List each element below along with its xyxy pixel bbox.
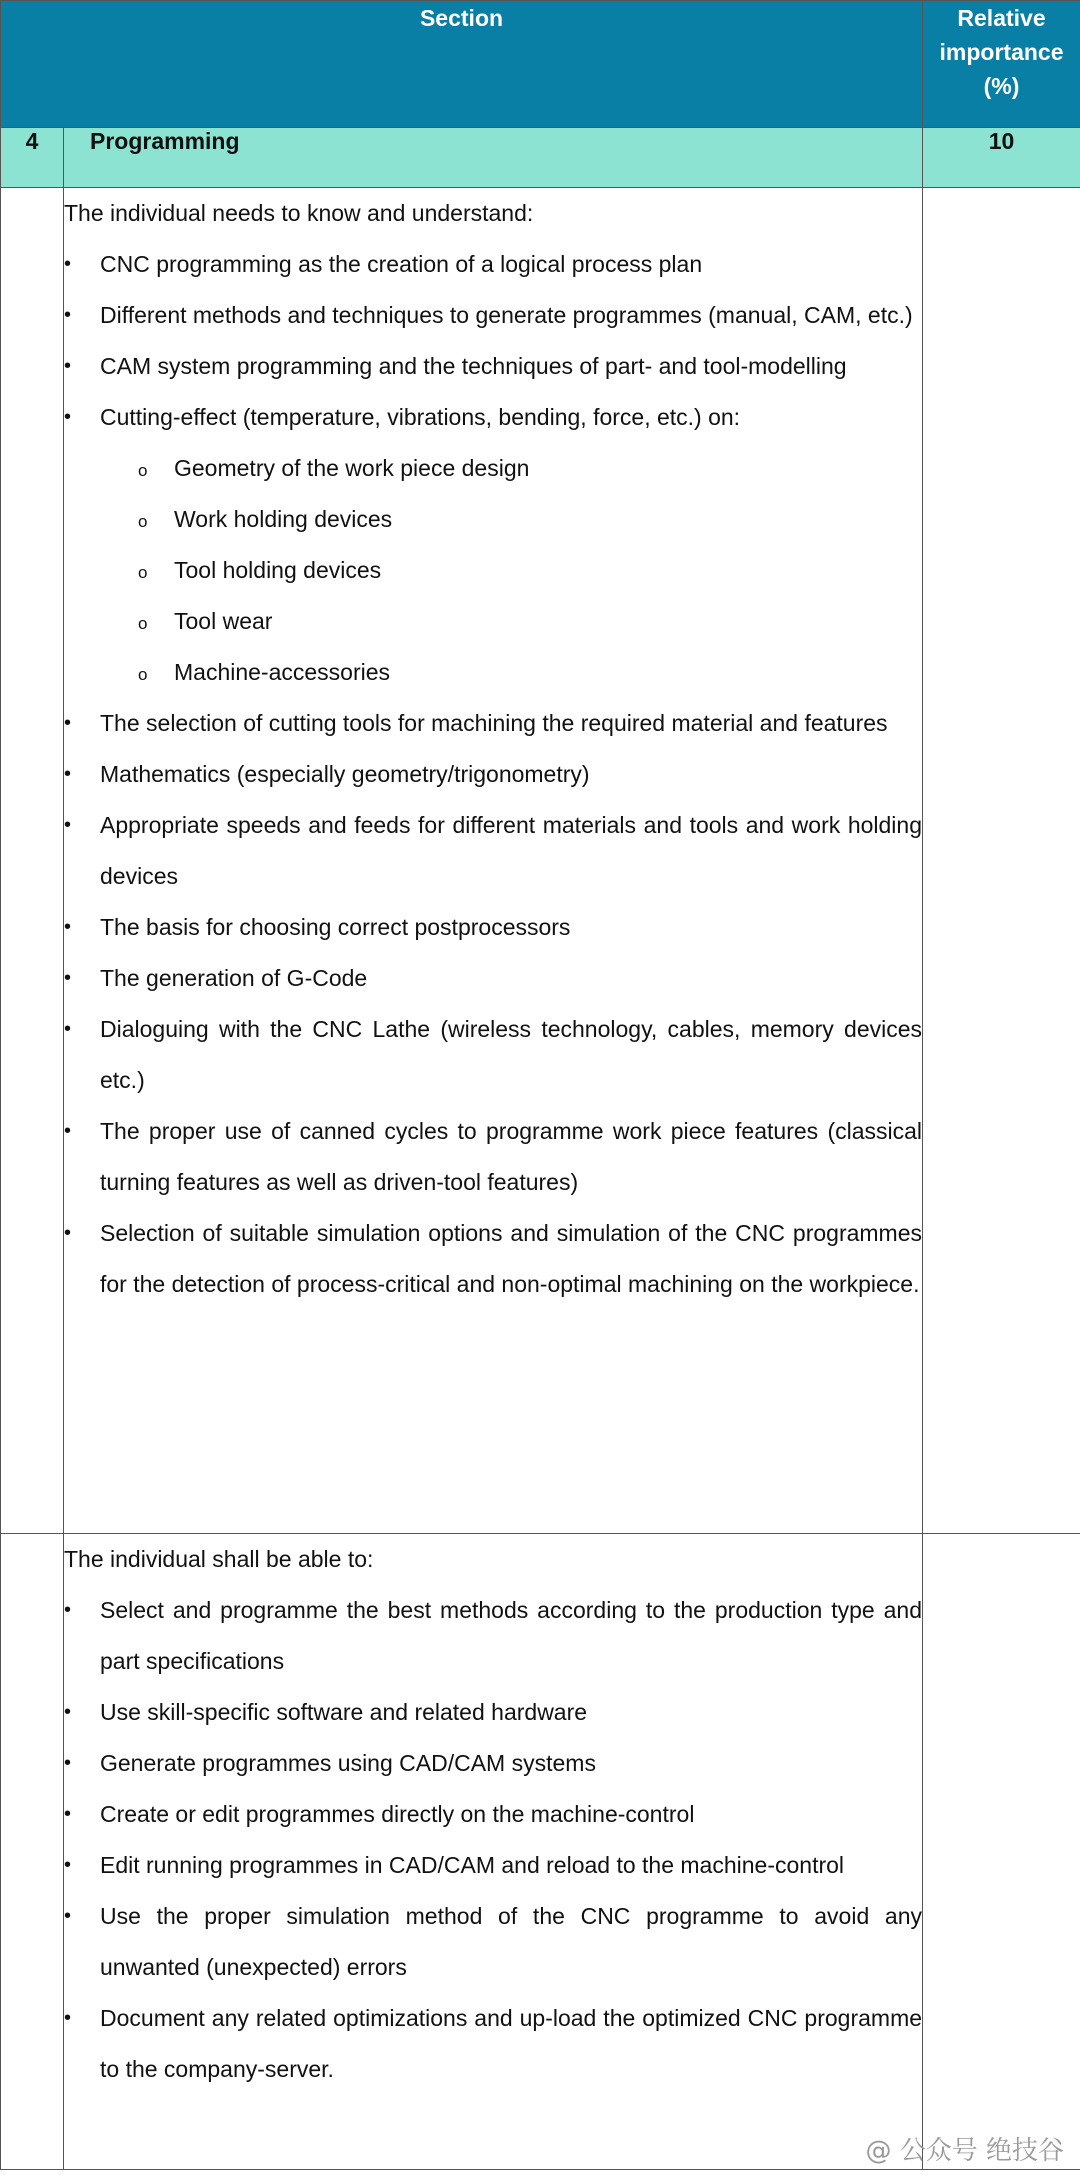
sub-list-item: o Geometry of the work piece design bbox=[100, 443, 922, 494]
list-item: • The proper use of canned cycles to programme work piece features (classical turning features as well as driven-tool features) bbox=[64, 1106, 922, 1208]
header-row bbox=[1, 1, 1080, 128]
watermark: @ 公众号 绝技谷 bbox=[865, 2136, 1064, 2166]
list-item: • Edit running programmes in CAD/CAM and reload to the machine-control bbox=[64, 1840, 922, 1891]
sub-list-item: o Tool wear bbox=[100, 596, 922, 647]
knowledge-list bbox=[64, 239, 922, 1310]
section-title: Programming bbox=[64, 128, 923, 188]
sub-list-item: o Tool holding devices bbox=[100, 545, 922, 596]
ability-list bbox=[64, 1585, 922, 2095]
ability-intro: The individual shall be able to: bbox=[64, 1546, 374, 1572]
empty-importance-cell bbox=[923, 1534, 1080, 2170]
knowledge-row bbox=[1, 188, 1080, 1534]
list-item-text: Cutting-effect (temperature, vibrations, bending, force, etc.) on: bbox=[100, 404, 741, 430]
importance-header: Relative importance (%) bbox=[923, 1, 1080, 128]
list-item: • Different methods and techniques to generate programmes (manual, CAM, etc.) bbox=[64, 290, 922, 341]
ability-cell bbox=[64, 1534, 923, 2170]
section-header: Section bbox=[1, 1, 923, 128]
sub-list-item: o Machine-accessories bbox=[100, 647, 922, 698]
list-item: • Generate programmes using CAD/CAM systems bbox=[64, 1738, 922, 1789]
list-item: • Document any related optimizations and up-load the optimized CNC programme to the company-server. bbox=[64, 1993, 922, 2095]
section-number: 4 bbox=[1, 128, 64, 188]
sub-list-item: o Work holding devices bbox=[100, 494, 922, 545]
list-item: • Select and programme the best methods according to the production type and part specifications bbox=[64, 1585, 922, 1687]
section-row bbox=[1, 128, 1080, 188]
ability-row bbox=[1, 1534, 1080, 2170]
list-item: • Appropriate speeds and feeds for different materials and tools and work holding devices bbox=[64, 800, 922, 902]
list-item: • Use skill-specific software and related hardware bbox=[64, 1687, 922, 1738]
list-item: • The selection of cutting tools for machining the required material and features bbox=[64, 698, 922, 749]
list-item: • Use the proper simulation method of the CNC programme to avoid any unwanted (unexpected) errors bbox=[64, 1891, 922, 1993]
list-item: • CAM system programming and the techniques of part- and tool-modelling bbox=[64, 341, 922, 392]
list-item: • The generation of G-Code bbox=[64, 953, 922, 1004]
knowledge-intro: The individual needs to know and understand: bbox=[64, 200, 534, 226]
list-item: • CNC programming as the creation of a logical process plan bbox=[64, 239, 922, 290]
list-item: • Mathematics (especially geometry/trigonometry) bbox=[64, 749, 922, 800]
knowledge-cell bbox=[64, 188, 923, 1534]
list-item: • Selection of suitable simulation options and simulation of the CNC programmes for the detection of process-critical and non-optimal machining on the workpiece. bbox=[64, 1208, 922, 1310]
empty-number-cell bbox=[1, 1534, 64, 2170]
empty-number-cell bbox=[1, 188, 64, 1534]
list-item: • The basis for choosing correct postprocessors bbox=[64, 902, 922, 953]
list-item: • Dialoguing with the CNC Lathe (wireless technology, cables, memory devices etc.) bbox=[64, 1004, 922, 1106]
empty-importance-cell bbox=[923, 188, 1080, 1534]
section-importance: 10 bbox=[923, 128, 1080, 188]
sub-list bbox=[100, 443, 922, 698]
list-item: • Create or edit programmes directly on the machine-control bbox=[64, 1789, 922, 1840]
list-item-with-sublist bbox=[64, 392, 922, 698]
